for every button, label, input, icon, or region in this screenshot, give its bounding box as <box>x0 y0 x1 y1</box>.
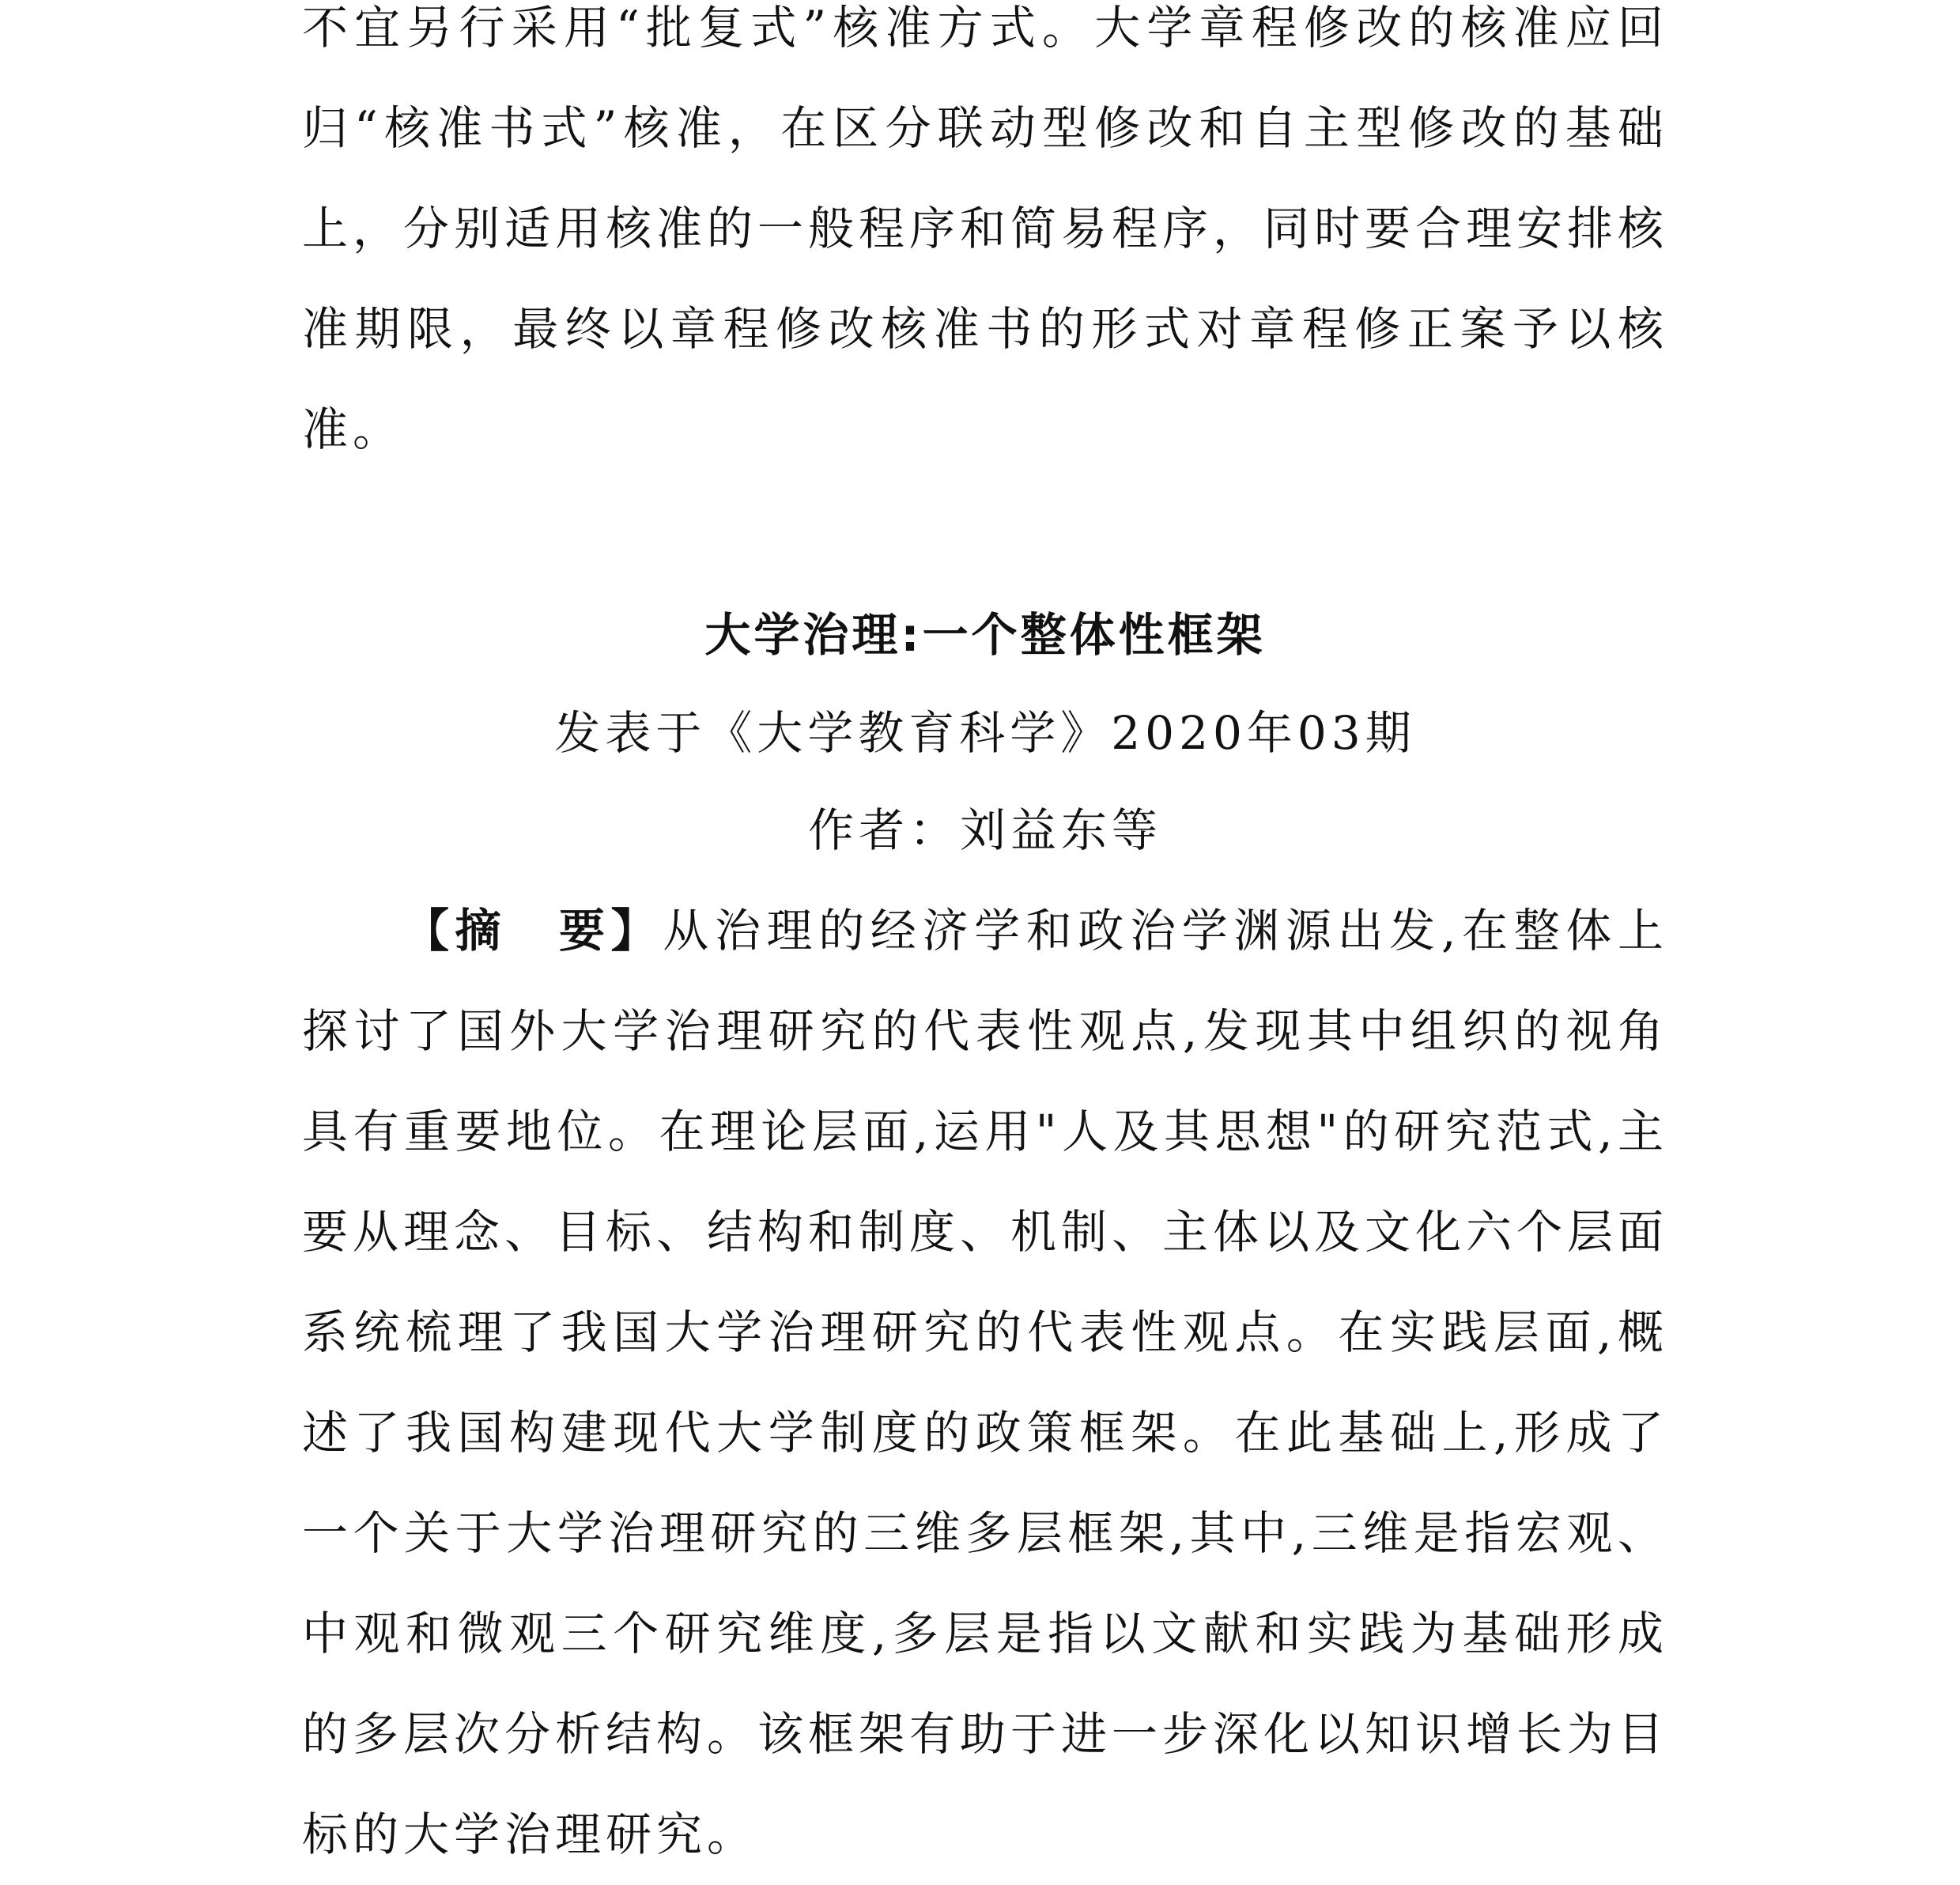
article-publication-source: 发表于《大学教育科学》2020年03期 <box>554 706 1416 760</box>
article-author-line: 作者：刘益东等 <box>807 803 1162 857</box>
abstract-paragraph <box>302 881 1668 1885</box>
article-title: 大学治理:一个整体性框架 <box>704 608 1266 662</box>
abstract-label: 【摘 要】 <box>403 904 663 958</box>
previous-article-conclusion-paragraph: 不宜另行采用“批复式”核准方式。大学章程修改的核准应回归“核准书式”核准，在区分联动型修改和自主型修改的基础上，分别适用核准的一般程序和简易程序，同时要合理安排核准期限，最终以章程修改核准书的形式对章程修正案予以核准。 <box>302 1 1669 456</box>
abstract-text: 从治理的经济学和政治学渊源出发,在整体上探讨了国外大学治理研究的代表性观点,发现其中组织的视角具有重要地位。在理论层面,运用"人及其思想"的研究范式,主要从理念、目标、结构和制度、机制、主体以及文化六个层面系统梳理了我国大学治理研究的代表性观点。在实践层面,概述了我国构建现代大学制度的政策框架。在此基础上,形成了一个关于大学治理研究的三维多层框架,其中,三维是指宏观、中观和微观三个研究维度,多层是指以文献和实践为基础形成的多层次分析结构。该框架有助于进一步深化以知识增长为目标的大学治理研究。 <box>302 904 1669 1861</box>
